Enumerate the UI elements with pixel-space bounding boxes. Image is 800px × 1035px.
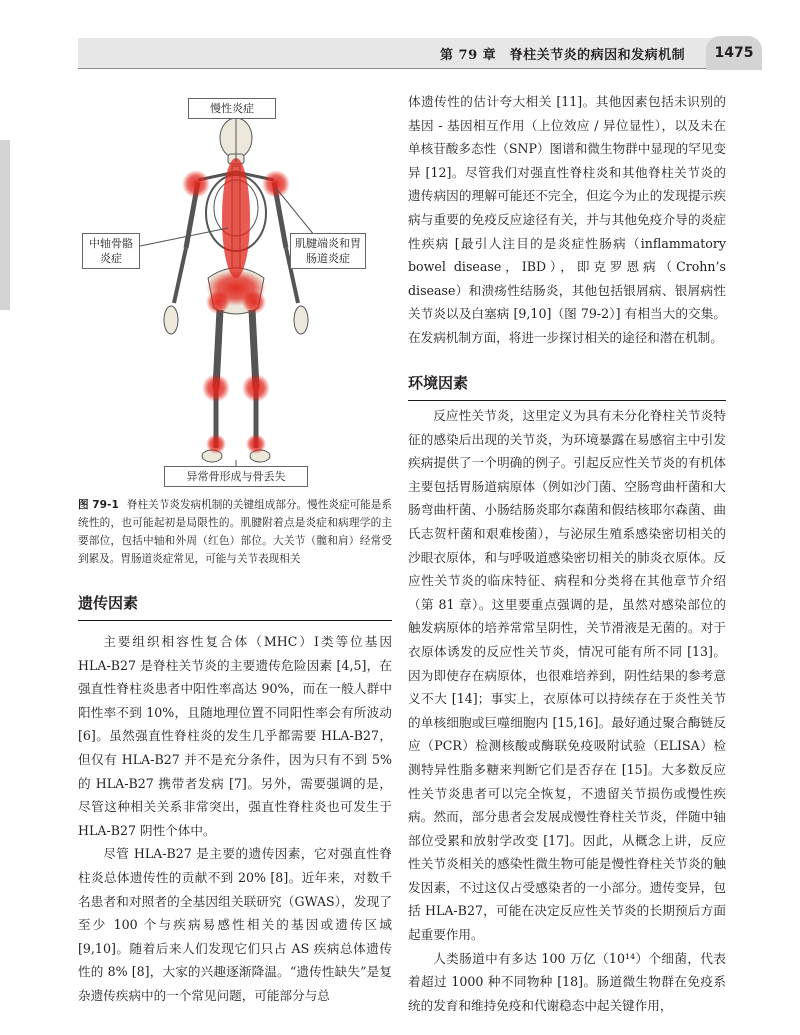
section-title-environment: 环境因素	[408, 374, 469, 392]
paragraph: 主要组织相容性复合体（MHC）Ⅰ类等位基因 HLA-B27 是脊柱关节炎的主要遗传危险因素 [4,5]，在强直性脊柱炎患者中阳性率高达 90%，而在一般人群中阳性率不到 10%，且随地理位置不同阳性率会有所波动 [6]。虽然强直性脊柱炎的发生几乎都需要 HLA-B27，但仅有 HLA-B27 并不是充分条件，因为只有不到 5% 的 HLA-B27 携带者发病 [7]。另外，需要强调的是，尽管这种相关关系非常突出，强直性脊柱炎也可发生于 HLA-B27 阴性个体中。	[78, 634, 392, 838]
skeleton-illustration	[78, 88, 394, 490]
label-axial-bone-inflammation: 中轴骨骼炎症	[82, 233, 140, 269]
figure-caption-text: 脊柱关节炎发病机制的关键组成部分。慢性炎症可能是系统性的，也可能起初是局限性的。肌腱附着点是炎症和病理学的主要部位，包括中轴和外周（红色）部位。大关节（髋和肩）经常受到累及。胃肠道炎症常见，可能与关节表现相关	[78, 499, 393, 565]
section-divider	[78, 620, 392, 621]
figure-caption-number: 图 79-1	[78, 499, 119, 511]
paragraph: 人类肠道中有多达 100 万亿（10¹⁴）个细菌，代表着超过 1000 种不同物种 [18]。肠道微生物群在免疫系统的发育和维持免疫和代谢稳态中起关键作用，	[408, 950, 726, 1013]
left-column-text	[78, 630, 392, 1008]
running-header: 第 79 章 脊柱关节炎的病因和发病机制	[440, 48, 686, 63]
page-number: 1475	[706, 36, 762, 70]
paragraph: 尽管 HLA-B27 是主要的遗传因素，它对强直性脊柱炎总体遗传性的贡献不到 20% [8]。近年来，对数千名患者和对照者的全基因组关联研究（GWAS），发现了至少 100 个与疾病易感性相关的基因或遗传区域 [9,10]。随着后来人们发现它们只占 AS 疾病总体遗传性的 8% [8]，大家的兴趣逐渐降温。“遗传性缺失”是复杂遗传疾病中的一个常见问题，可能部分与总	[78, 846, 392, 1003]
label-chronic-inflammation: 慢性炎症	[188, 98, 276, 119]
section-divider	[408, 400, 726, 401]
header-rule	[78, 68, 724, 69]
figure-79-1	[78, 88, 394, 490]
label-abnormal-bone-formation: 异常骨形成与骨丢失	[164, 466, 308, 487]
figure-caption	[78, 496, 392, 568]
page-edge-tab	[0, 140, 10, 310]
paragraph: 体遗传性的估计夸大相关 [11]。其他因素包括未识别的基因 - 基因相互作用（上位效应 / 异位显性），以及未在单核苷酸多态性（SNP）图谱和微生物群中显现的罕见变异 [12]。尽管我们对强直性脊柱炎和其他脊柱关节炎的遗传病因的理解可能还不完全，但迄今为止的发现提示疾病与重要的免疫反应途径有关，并与其他免疫介导的炎症性疾病 [最引人注目的是炎症性肠病（inflammatory bowel disease，IBD），即克罗恩病（Crohn’s disease）和溃疡性结肠炎，其他包括银屑病、银屑病性关节炎以及白塞病 [9,10]（图 79-2）] 有相当大的交集。在发病机制方面，将进一步探讨相关的途径和潜在机制。	[408, 94, 726, 345]
right-column-text	[408, 404, 726, 1017]
right-column-text-top	[408, 90, 726, 350]
paragraph: 反应性关节炎，这里定义为具有未分化脊柱关节炎特征的感染后出现的关节炎，为环境暴露在易感宿主中引发疾病提供了一个明确的例子。引起反应性关节炎的有机体主要包括胃肠道病原体（例如沙门菌、空肠弯曲杆菌和大肠弯曲杆菌、小肠结肠炎耶尔森菌和假结核耶尔森菌、曲氏志贺杆菌和艰难梭菌），与泌尿生殖系感染密切相关的沙眼衣原体，和与呼吸道感染密切相关的肺炎衣原体。反应性关节炎的临床特征、病程和分类将在其他章节介绍（第 81 章）。这里要重点强调的是，虽然对感染部位的触发病原体的培养常常呈阴性，关节滑液是无菌的。对于衣原体诱发的反应性关节炎，情况可能有所不同 [13]。因为即使存在病原体，也很难培养到，阴性结果的参考意义不大 [14]；事实上，衣原体可以持续存在于炎性关节的单核细胞或巨噬细胞内 [15,16]。最好通过聚合酶链反应（PCR）检测核酸或酶联免疫吸附试验（ELISA）检测特异性脂多糖来判断它们是否存在 [15]。大多数反应性关节炎患者可以完全恢复，不遗留关节损伤或慢性疾病。然而，部分患者会发展成慢性脊柱关节炎，伴随中轴部位受累和放射学改变 [17]。因此，从概念上讲，反应性关节炎相关的感染性微生物可能是慢性脊柱关节炎的触发因素，不过这仅占受感染者的一小部分。遗传变异，包括 HLA-B27，可能在决定反应性关节炎的长期预后方面起重要作用。	[408, 408, 726, 943]
section-title-genetics: 遗传因素	[78, 594, 139, 612]
label-enthesitis-gi: 肌腱端炎和胃肠道炎症	[290, 233, 366, 269]
